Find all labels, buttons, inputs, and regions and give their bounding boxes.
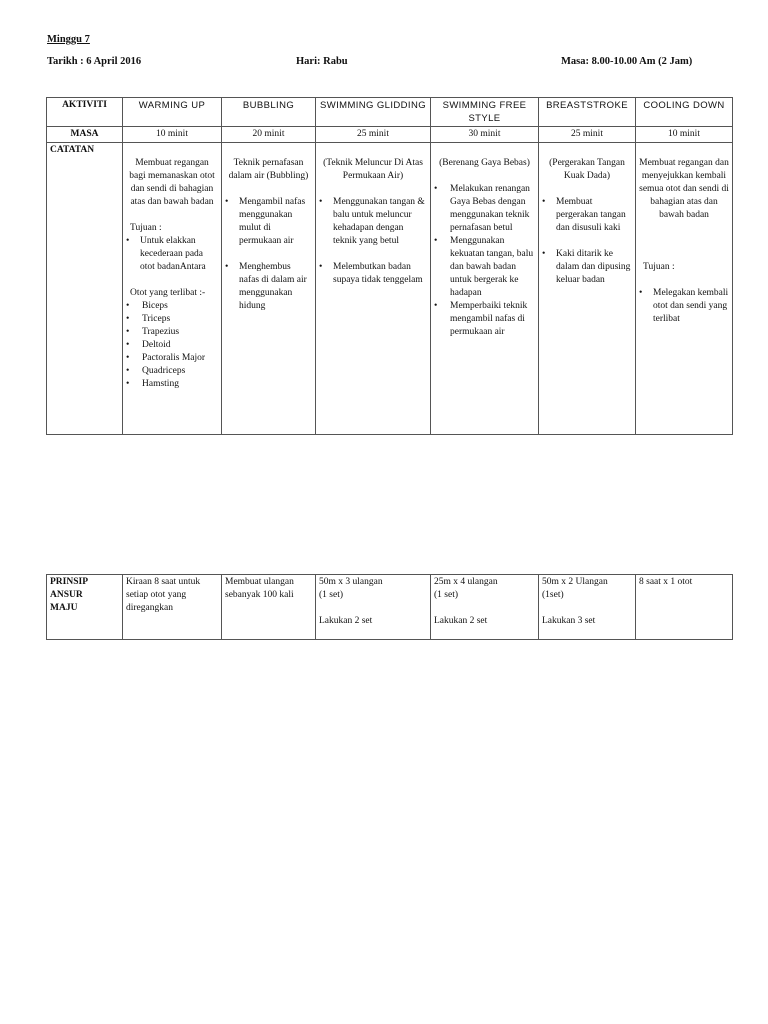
progression-cooling-down <box>636 575 733 640</box>
activity-plan-table <box>46 97 733 435</box>
warming-up-muscles-label: Otot yang terlibat :- <box>130 288 206 298</box>
notes-warming-up <box>123 143 222 435</box>
progression-swimming-freestyle <box>431 575 539 640</box>
date-label: Tarikh : 6 April 2016 <box>47 56 142 67</box>
freestyle-step: • Melakukan renangan Gaya Bebas dengan menggunakan teknik pernafasan betul <box>434 183 535 235</box>
cooling-down-description: Membuat regangan dan menyejukkan kembali semua otot dan sendi di bahagian atas dan bawah badan <box>639 158 729 220</box>
muscle-item: • Trapezius <box>126 326 218 339</box>
glidding-step: • Menggunakan tangan & balu untuk meluncur kehadapan dengan teknik yang betul <box>319 196 427 248</box>
activity-row <box>47 98 733 127</box>
bubbling-step: • Mengambil nafas menggunakan mulut di permukaan air <box>225 196 312 248</box>
notes-row <box>47 143 733 435</box>
duration-breaststroke: 25 minit <box>539 127 636 143</box>
cooling-down-goal-list <box>639 287 729 326</box>
notes-row-label: CATATAN <box>47 143 123 435</box>
muscle-item: • Biceps <box>126 300 218 313</box>
warming-up-goal-item: • Untuk elakkan kecederaan pada otot badanAntara <box>126 235 218 274</box>
progression-text: 25m x 4 ulangan <box>434 577 498 587</box>
duration-warming-up: 10 minit <box>123 127 222 143</box>
warming-up-description: Membuat regangan bagi memanaskan otot dan sendi di bahagian atas dan bawah badan <box>129 158 215 207</box>
notes-swimming-freestyle <box>431 143 539 435</box>
breaststroke-steps <box>542 196 632 287</box>
bubbling-description: Teknik pernafasan dalam air (Bubbling) <box>228 158 309 181</box>
activity-row-label: AKTIVITI <box>47 98 123 127</box>
progression-total: Lakukan 2 set <box>319 616 373 626</box>
progression-bubbling <box>222 575 316 640</box>
muscle-item: • Quadriceps <box>126 365 218 378</box>
progression-table <box>46 574 733 640</box>
breaststroke-step: • Membuat pergerakan tangan dan disusuli kaki <box>542 196 632 235</box>
notes-cooling-down <box>636 143 733 435</box>
warming-up-goal-label: Tujuan : <box>130 223 162 233</box>
glidding-steps <box>319 196 427 287</box>
activity-bubbling: BUBBLING <box>222 98 316 127</box>
progression-text: 50m x 3 ulangan <box>319 577 383 587</box>
bubbling-steps <box>225 196 312 313</box>
progression-text: 8 saat x 1 otot <box>639 577 693 587</box>
duration-swimming-glidding: 25 minit <box>316 127 431 143</box>
activity-warming-up: WARMING UP <box>123 98 222 127</box>
breaststroke-step: • Kaki ditarik ke dalam dan dipusing keluar badan <box>542 248 632 287</box>
activity-cooling-down: COOLING DOWN <box>636 98 733 127</box>
notes-breaststroke <box>539 143 636 435</box>
freestyle-steps <box>434 183 535 339</box>
activity-breaststroke: BREASTSTROKE <box>539 98 636 127</box>
activity-swimming-freestyle: SWIMMING FREE STYLE <box>431 98 539 127</box>
freestyle-description: (Berenang Gaya Bebas) <box>439 158 530 168</box>
progression-label <box>47 575 123 640</box>
freestyle-step: • Memperbaiki teknik mengambil nafas di permukaan air <box>434 300 535 339</box>
breaststroke-description: (Pergerakan Tangan Kuak Dada) <box>549 158 625 181</box>
progression-set: (1set) <box>542 590 564 600</box>
activity-swimming-glidding: SWIMMING GLIDDING <box>316 98 431 127</box>
week-label: Minggu 7 <box>47 34 90 45</box>
progression-label-line: ANSUR <box>50 590 83 600</box>
progression-text: 50m x 2 Ulangan <box>542 577 608 587</box>
glidding-description: (Teknik Meluncur Di Atas Permukaan Air) <box>323 158 423 181</box>
progression-set: (1 set) <box>319 590 344 600</box>
muscle-item: • Hamsting <box>126 378 218 391</box>
progression-text: Kiraan 8 saat untuk setiap otot yang diregangkan <box>126 577 201 613</box>
progression-total: Lakukan 2 set <box>434 616 488 626</box>
bubbling-step: • Menghembus nafas di dalam air menggunakan hidung <box>225 261 312 313</box>
notes-swimming-glidding <box>316 143 431 435</box>
freestyle-step: • Menggunakan kekuatan tangan, balu dan bawah badan untuk bergerak ke hadapan <box>434 235 535 300</box>
notes-bubbling <box>222 143 316 435</box>
muscle-item: • Pactoralis Major <box>126 352 218 365</box>
warming-up-muscles-list <box>126 300 218 391</box>
warming-up-goal-list <box>126 235 218 274</box>
muscle-item: • Triceps <box>126 313 218 326</box>
progression-set: (1 set) <box>434 590 459 600</box>
progression-text: Membuat ulangan sebanyak 100 kali <box>225 577 294 600</box>
progression-total: Lakukan 3 set <box>542 616 596 626</box>
cooling-down-goal-item: • Melegakan kembali otot dan sendi yang terlibat <box>639 287 729 326</box>
progression-label-line: MAJU <box>50 603 78 613</box>
duration-swimming-freestyle: 30 minit <box>431 127 539 143</box>
progression-row <box>47 575 733 640</box>
duration-cooling-down: 10 minit <box>636 127 733 143</box>
duration-row-label: MASA <box>47 127 123 143</box>
progression-warming-up <box>123 575 222 640</box>
day-label: Hari: Rabu <box>296 56 348 67</box>
duration-bubbling: 20 minit <box>222 127 316 143</box>
progression-breaststroke <box>539 575 636 640</box>
cooling-down-goal-label: Tujuan : <box>643 262 675 272</box>
duration-row <box>47 127 733 143</box>
glidding-step: • Melembutkan badan supaya tidak tenggelam <box>319 261 427 287</box>
time-label: Masa: 8.00-10.00 Am (2 Jam) <box>561 56 693 67</box>
progression-swimming-glidding <box>316 575 431 640</box>
muscle-item: • Deltoid <box>126 339 218 352</box>
progression-label-line: PRINSIP <box>50 577 89 587</box>
